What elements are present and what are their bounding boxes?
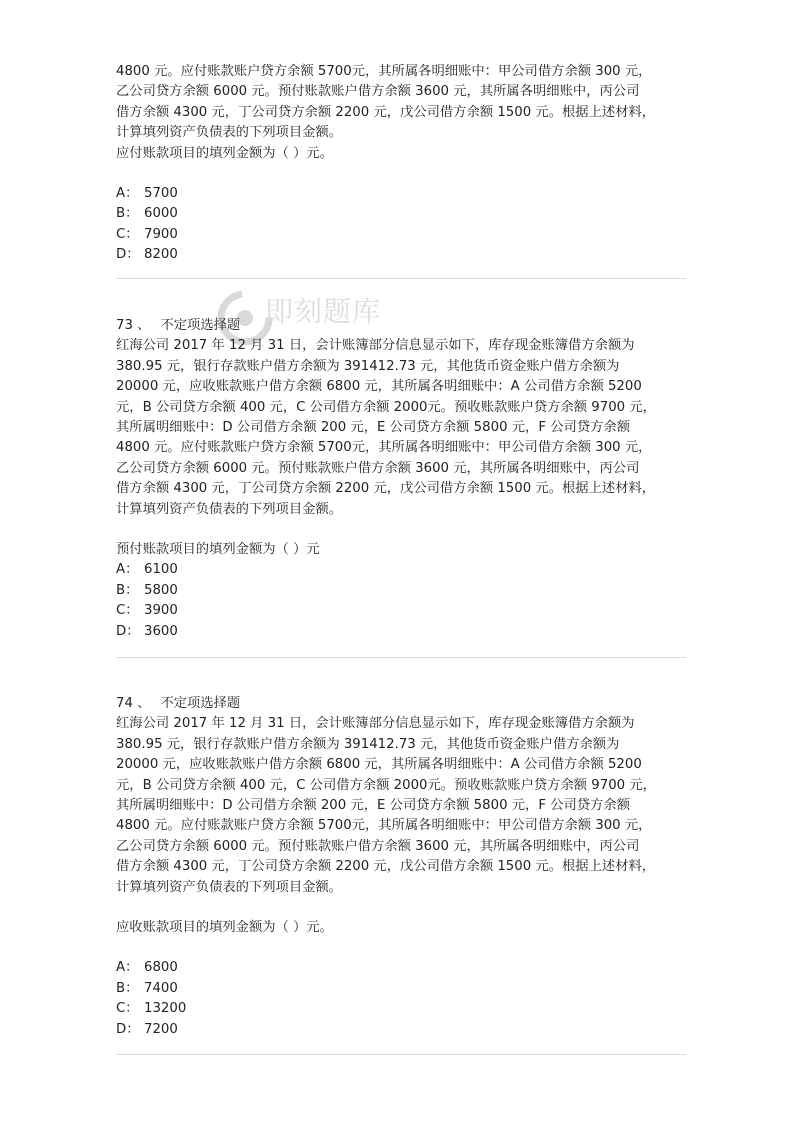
question-type: 不定项选择题 bbox=[160, 696, 241, 711]
option-value: 13200 bbox=[144, 1001, 187, 1017]
stem-line: 红海公司 2017 年 12 月 31 日，会计账簿部分信息显示如下，库存现金账簿借方余额为 bbox=[116, 716, 635, 732]
question-73 bbox=[116, 316, 686, 642]
option-d[interactable] bbox=[116, 622, 686, 642]
option-d[interactable] bbox=[116, 245, 686, 265]
option-value: 7900 bbox=[144, 226, 178, 242]
stem-line: 20000 元，应收账款账户借方余额 6800 元，其所属各明细账中：A 公司借方余额 5200 bbox=[116, 757, 642, 773]
option-a[interactable] bbox=[116, 560, 686, 580]
option-value: 5700 bbox=[144, 186, 178, 202]
option-value: 7200 bbox=[144, 1021, 178, 1037]
question-header bbox=[116, 316, 686, 336]
option-key: B： bbox=[116, 206, 139, 222]
option-value: 3900 bbox=[144, 603, 178, 619]
stem-line: 元，B 公司贷方余额 400 元，C 公司借方余额 2000元。预收账款账户贷方余额 9700 元， bbox=[116, 777, 656, 793]
question-type: 不定项选择题 bbox=[160, 318, 241, 333]
question-text: 应付账款项目的填列金额为（ ）元。 bbox=[116, 145, 333, 161]
option-key: C： bbox=[116, 1001, 139, 1017]
stem-line: 红海公司 2017 年 12 月 31 日，会计账簿部分信息显示如下，库存现金账簿借方余额为 bbox=[116, 338, 635, 354]
stem-line: 4800 元。应付账款账户贷方余额 5700元，其所属各明细账中：甲公司借方余额 300 元， bbox=[116, 64, 652, 79]
option-b[interactable] bbox=[116, 979, 686, 999]
option-key: D： bbox=[116, 1021, 140, 1037]
question-number: 73 、 bbox=[116, 318, 151, 333]
divider bbox=[116, 1054, 686, 1055]
option-key: A： bbox=[116, 562, 139, 578]
question-text: 预付账款项目的填列金额为（ ）元 bbox=[116, 542, 320, 558]
divider bbox=[116, 657, 686, 658]
option-key: A： bbox=[116, 186, 139, 202]
stem-line: 乙公司贷方余额 6000 元。预付账款账户借方余额 3600 元，其所属各明细账中，丙公司 bbox=[116, 460, 640, 476]
stem-line: 其所属明细账中：D 公司借方余额 200 元，E 公司贷方余额 5800 元，F 公司贷方余额 bbox=[116, 420, 630, 436]
option-value: 8200 bbox=[144, 247, 178, 263]
option-value: 5800 bbox=[144, 582, 178, 598]
option-key: A： bbox=[116, 960, 139, 976]
question-72 bbox=[116, 62, 686, 266]
divider bbox=[116, 278, 686, 279]
option-c[interactable] bbox=[116, 601, 686, 621]
stem-line: 380.95 元，银行存款账户借方余额为 391412.73 元，其他货币资金账户借方余额为 bbox=[116, 736, 620, 752]
option-b[interactable] bbox=[116, 581, 686, 601]
stem-line: 计算填列资产负债表的下列项目金额。 bbox=[116, 879, 343, 895]
question-header bbox=[116, 694, 686, 714]
option-c[interactable] bbox=[116, 225, 686, 245]
watermark-text: 即刻题库 bbox=[265, 295, 382, 328]
option-key: D： bbox=[116, 623, 140, 639]
stem-line: 20000 元，应收账款账户借方余额 6800 元，其所属各明细账中：A 公司借方余额 5200 bbox=[116, 379, 642, 395]
stem-line: 380.95 元，银行存款账户借方余额为 391412.73 元，其他货币资金账户借方余额为 bbox=[116, 358, 620, 374]
stem-line: 乙公司贷方余额 6000 元。预付账款账户借方余额 3600 元，其所属各明细账中，丙公司 bbox=[116, 838, 640, 854]
option-c[interactable] bbox=[116, 999, 686, 1019]
question-74 bbox=[116, 694, 686, 1040]
stem-line: 借方余额 4300 元，丁公司贷方余额 2200 元，戊公司借方余额 1500 元。根据上述材料， bbox=[116, 481, 656, 497]
stem-line: 4800 元。应付账款账户贷方余额 5700元，其所属各明细账中：甲公司借方余额 300 元， bbox=[116, 440, 652, 456]
option-a[interactable] bbox=[116, 184, 686, 204]
question-number: 74 、 bbox=[116, 696, 151, 711]
option-value: 6800 bbox=[144, 960, 178, 976]
stem-line: 借方余额 4300 元，丁公司贷方余额 2200 元，戊公司借方余额 1500 元。根据上述材料， bbox=[116, 104, 656, 120]
stem-line: 借方余额 4300 元，丁公司贷方余额 2200 元，戊公司借方余额 1500 元。根据上述材料， bbox=[116, 859, 656, 875]
option-d[interactable] bbox=[116, 1020, 686, 1040]
option-key: C： bbox=[116, 603, 139, 619]
option-key: C： bbox=[116, 226, 139, 242]
stem-line: 其所属明细账中：D 公司借方余额 200 元，E 公司贷方余额 5800 元，F 公司贷方余额 bbox=[116, 798, 630, 814]
option-value: 6100 bbox=[144, 562, 178, 578]
stem-line: 元，B 公司贷方余额 400 元，C 公司借方余额 2000元。预收账款账户贷方余额 9700 元， bbox=[116, 399, 656, 415]
option-key: B： bbox=[116, 980, 139, 996]
stem-line: 计算填列资产负债表的下列项目金额。 bbox=[116, 501, 343, 517]
option-a[interactable] bbox=[116, 958, 686, 978]
question-text: 应收账款项目的填列金额为（ ）元。 bbox=[116, 920, 333, 936]
option-value: 7400 bbox=[144, 980, 178, 996]
stem-line: 乙公司贷方余额 6000 元。预付账款账户借方余额 3600 元，其所属各明细账中，丙公司 bbox=[116, 84, 640, 100]
stem-line: 4800 元。应付账款账户贷方余额 5700元，其所属各明细账中：甲公司借方余额 300 元， bbox=[116, 818, 652, 834]
option-key: B： bbox=[116, 582, 139, 598]
option-key: D： bbox=[116, 247, 140, 263]
option-b[interactable] bbox=[116, 204, 686, 224]
option-value: 3600 bbox=[144, 623, 178, 639]
stem-line: 计算填列资产负债表的下列项目金额。 bbox=[116, 125, 343, 141]
option-value: 6000 bbox=[144, 206, 178, 222]
